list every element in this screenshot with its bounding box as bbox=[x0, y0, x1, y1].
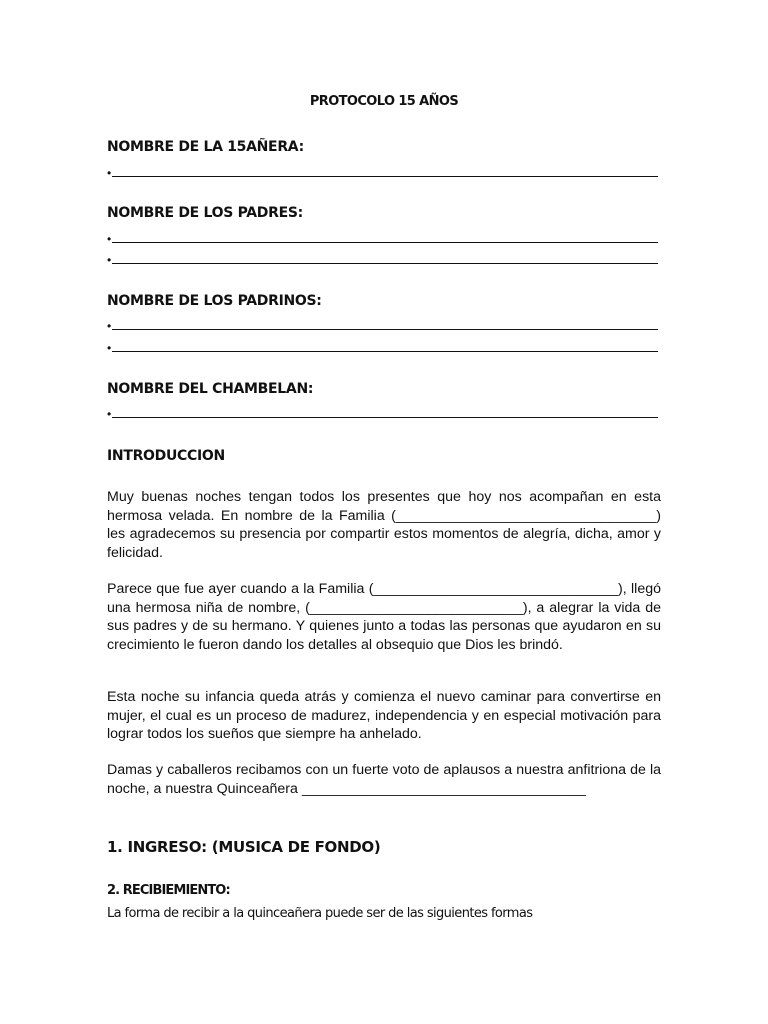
blank-rule bbox=[112, 351, 658, 352]
heading-padrinos: NOMBRE DE LOS PADRINOS: bbox=[107, 293, 322, 309]
fill-line-padres-2 bbox=[107, 248, 658, 266]
blank-rule bbox=[112, 176, 658, 177]
blank-rule bbox=[112, 242, 658, 243]
blank-rule bbox=[112, 417, 658, 418]
blank-rule bbox=[112, 263, 658, 264]
intro-paragraph-4: Damas y caballeros recibamos con un fuerte voto de aplausos a nuestra anfitriona de la noche, a nuestra Quinceañera ____________________________________ bbox=[107, 762, 661, 797]
heading-quinceanera: NOMBRE DE LA 15AÑERA: bbox=[107, 139, 304, 155]
bullet-icon: • bbox=[107, 341, 112, 355]
fill-line-padrinos-2 bbox=[107, 336, 658, 354]
intro-paragraph-2: Parece que fue ayer cuando a la Familia (_______________________________), llegó una hermosa niña de nombre, (___________________________), a alegrar la vida de sus padres y de su hermano. Y quienes junto a todas las personas que ayudaron en su crecimiento le fueron dando los detalles al obsequio que Dios les brindó. bbox=[107, 581, 661, 653]
heading-introduccion: INTRODUCCION bbox=[107, 448, 225, 464]
bullet-icon: • bbox=[107, 407, 112, 421]
section-recibimiento-text: La forma de recibir a la quinceañera puede ser de las siguientes formas bbox=[107, 906, 533, 921]
heading-chambelan: NOMBRE DEL CHAMBELAN: bbox=[107, 381, 314, 397]
intro-paragraph-1: Muy buenas noches tengan todos los presentes que hoy nos acompañan en esta hermosa velada. En nombre de la Familia (_________________________________) les agradecemos su presencia por compartir estos momentos de alegría, dicha, amor y felicidad. bbox=[107, 489, 661, 561]
bullet-icon: • bbox=[107, 319, 112, 333]
blank-rule bbox=[112, 329, 658, 330]
fill-line-padrinos-1 bbox=[107, 314, 658, 332]
section-ingreso-heading: 1. INGRESO: (MUSICA DE FONDO) bbox=[107, 838, 381, 856]
document-title: PROTOCOLO 15 AÑOS bbox=[309, 94, 459, 109]
bullet-icon: • bbox=[107, 232, 112, 246]
fill-line-chambelan bbox=[107, 402, 658, 420]
section-recibimiento-heading: 2. RECIBIEMIENTO: bbox=[107, 883, 230, 898]
fill-line-padres-1 bbox=[107, 227, 658, 245]
bullet-icon: • bbox=[107, 253, 112, 267]
heading-padres: NOMBRE DE LOS PADRES: bbox=[107, 205, 303, 221]
bullet-icon: • bbox=[107, 166, 112, 180]
intro-paragraph-3: Esta noche su infancia queda atrás y comienza el nuevo caminar para convertirse en mujer, el cual es un proceso de madurez, independencia y en especial motivación para lograr todos los sueños que siempre ha anhelado. bbox=[107, 689, 661, 742]
fill-line-quinceanera bbox=[107, 161, 658, 179]
